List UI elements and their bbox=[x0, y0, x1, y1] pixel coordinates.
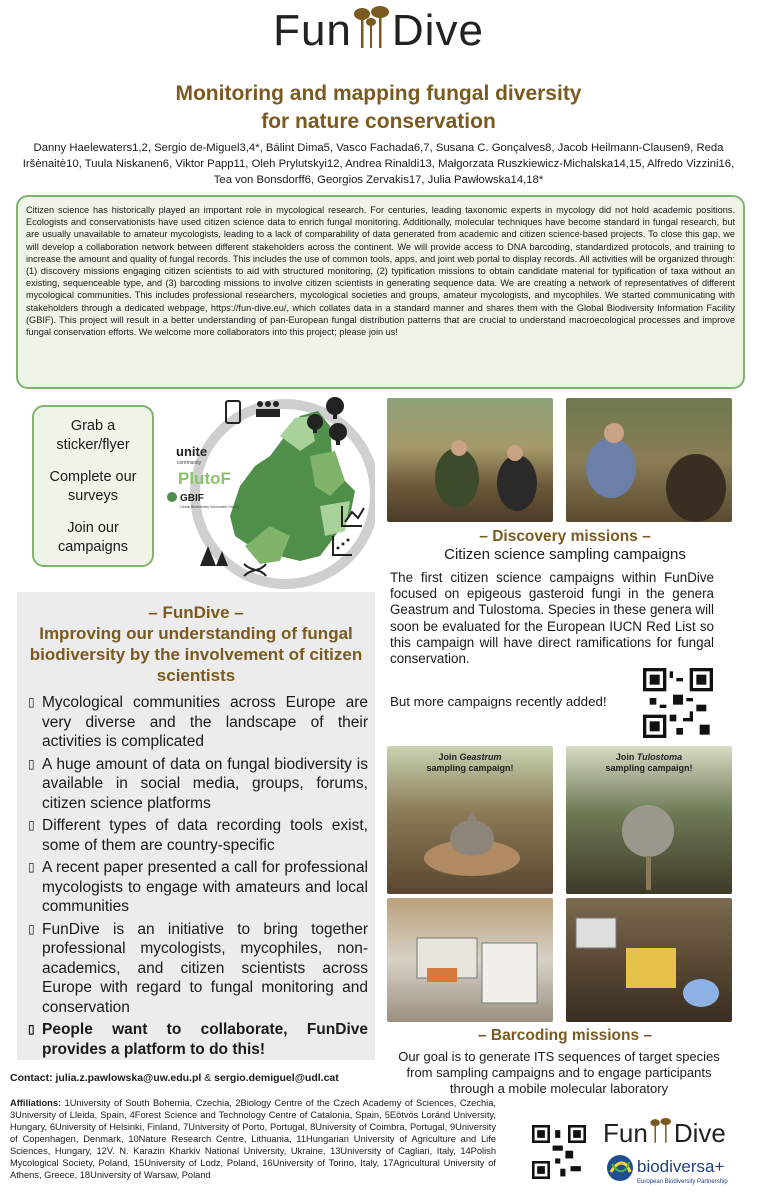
discovery-missions-subheading: Citizen science sampling campaigns bbox=[444, 546, 686, 563]
fundive-heading-1: – FunDive – bbox=[148, 603, 244, 622]
qr-code-campaigns[interactable] bbox=[643, 668, 713, 738]
contact-email-2[interactable]: sergio.demiguel@udl.cat bbox=[214, 1072, 339, 1084]
logo-text-right: Dive bbox=[391, 6, 484, 55]
photo-geastrum bbox=[387, 746, 553, 894]
cta-campaigns: Join our campaigns bbox=[57, 520, 129, 555]
bullet-box-icon: ▯ bbox=[28, 818, 35, 832]
logo-text-left: Fun bbox=[273, 6, 352, 55]
svg-text:unite: unite bbox=[176, 444, 208, 459]
mushroom-logo-icon bbox=[648, 1118, 674, 1144]
discovery-missions-text: The first citizen science campaigns within FunDive focused on epigeous gasteroid fungi in the genera Geastrum and Tulostoma. Species in these genera will soon be evaluated for the European IUCN Red List so this campaign will have direct ramifications for fungal conservation. bbox=[390, 570, 714, 667]
fundive-heading bbox=[17, 602, 375, 686]
svg-text:European Biodiversity Partners: European Biodiversity Partnership bbox=[637, 1179, 728, 1185]
affiliations: Affiliations: 1University of South Bohemia, Czechia, 2Biology Centre of the Czech Academy of Sciences, Czechia, 3University of Lleida, Spain, 4Forest Science and Technology Centre of Catalonia, Spain, 5Eötvös Loránd University, Hungary, 6University of Helsinki, Finland, 7University of Porto, Portugal, 8University of Coimbra, Portugal, 9University of Copenhagen, Denmark, 10Nature Research Centre, Lithuania, 11Hungarian University of Agriculture and Life Sciences, Hungary, 12V. N. Karazin Kharkiv National University, Ukraine, 13University of Cagliari, Italy, 14Polish Mycological Society, Poland, 15University of Lodz, Poland, 16University of Torino, Italy, 17Agricultural University of Athens, Greece, 18University of Warsaw, Poland bbox=[10, 1098, 496, 1180]
people-icon bbox=[256, 401, 280, 417]
biodiversa-logo bbox=[606, 1150, 746, 1190]
svg-text:Global Biodiversity Informatio: Global Biodiversity Information Facility bbox=[180, 505, 240, 509]
fundive-logo bbox=[0, 6, 757, 56]
bullet-box-icon: ▯ bbox=[28, 695, 35, 709]
list-item: ▯ A huge amount of data on fungal biodiversity is available in social media, groups, forums, citizen science platforms bbox=[28, 755, 368, 812]
contact-email-1[interactable]: julia.z.pawlowska@uw.edu.pl bbox=[55, 1072, 202, 1084]
geastrum-campaign-caption: Join Geastrum sampling campaign! bbox=[426, 752, 514, 773]
bullet-box-icon: ▯ bbox=[28, 756, 35, 771]
cta-surveys: Complete our surveys bbox=[49, 469, 137, 504]
bullet-box-icon: ▯ bbox=[28, 921, 35, 936]
title-line-2: for nature conservation bbox=[261, 110, 496, 133]
photo-lab-equipment-2 bbox=[566, 898, 732, 1022]
list-item: ▯ A recent paper presented a call for professional mycologists to engage with amateurs and local communities bbox=[28, 859, 368, 915]
photo-lab-equipment-1 bbox=[387, 898, 553, 1022]
barcoding-missions-text: Our goal is to generate ITS sequences of target species from sampling campaigns and to engage participants through a mobile molecular laboratory bbox=[398, 1049, 720, 1096]
author-list: Danny Haelewaters1,2, Sergio de-Miguel3,4*, Bálint Dima5, Vasco Fachada6,7, Susana C. Gonçalves8, Jacob Heilmann-Clausen9, Reda Iršėnaitė10, Tuula Niskanen6, Viktor Papp11, Oleh Prylutskyi12, Andrea Rinaldi13, Małgorzata Ruszkiewicz-Michalska14,15, Alfredo Vizzini16, Tea von Bonsdorff6, Georgios Zervakis17, Julia Pawłowska14,18* bbox=[22, 142, 735, 186]
title-line-1: Monitoring and mapping fungal diversity bbox=[175, 82, 582, 105]
abstract-box: Citizen science has historically played an important role in mycological research. For centuries, leading taxonomic experts in mycology did not hold academic positions. Ecologists and conservationists have used citizen science data to enrich fungal monitoring. Additionally, molecular techniques have become standard in fungal research, but are usually unavailable to amateur mycologists, leading to a lack of comparability of data generated from academic and citizen science-based projects. To close this gap, we will develop a collaboration network between different stakeholders across the continent. We will provide access to DNA barcoding, standardized protocols, and training to increase the amount and quality of fungal records. This includes the use of common tools, apps, and joint web portal to display records. All activities will be organized through: (1) discovery missions engaging citizen scientists to aid with structured monitoring, (2) typification missions to obtain candidate material for typification of taxa without an existing, sequenceable type, and (3) barcoding missions to involve citizen scientists in generating sequence data. We are creating a network of representatives of different mycological communities. This includes professional researchers, mycological societies and groups, amateur mycologists, and mycophiles. We started communicating with stakeholders through a dedicated webpage, https://fun-dive.eu/, which collates data in a standard manner and shares them with the Global Biodiversity Information Facility (GBIF). This project will result in a better understanding of pan-European fungal distribution patterns that are crucial to understand macroecological processes and improve fungal conservation efforts. We welcome more collaborators into this project; please join us! bbox=[16, 195, 745, 389]
discovery-missions-heading: – Discovery missions – bbox=[479, 528, 651, 545]
photo-tulostoma bbox=[566, 746, 732, 894]
barcoding-missions-heading: – Barcoding missions – bbox=[478, 1027, 652, 1044]
more-campaigns-text: But more campaigns recently added! bbox=[390, 694, 607, 709]
mushroom-logo-icon bbox=[352, 6, 392, 50]
cta-sticker: Grab a sticker/flyer bbox=[56, 418, 130, 453]
fundive-bullet-list bbox=[28, 693, 368, 1062]
svg-text:community: community bbox=[177, 460, 202, 466]
list-item: ▯ People want to collaborate, FunDive provides a platform to do this! bbox=[28, 1021, 368, 1058]
tulostoma-campaign-caption: Join Tulostoma sampling campaign! bbox=[605, 752, 693, 773]
list-item: ▯ Different types of data recording tools exist, some of them are country-specific bbox=[28, 817, 368, 854]
europe-map-graphic bbox=[160, 396, 375, 592]
contact-line: Contact: julia.z.pawlowska@uw.edu.pl & sergio.demiguel@udl.cat bbox=[10, 1072, 339, 1084]
bullet-box-icon: ▯ bbox=[28, 860, 35, 874]
call-to-action-box bbox=[32, 405, 154, 567]
qr-code-footer[interactable] bbox=[532, 1125, 586, 1179]
fundive-footer-logo: Fun Dive bbox=[603, 1118, 726, 1148]
list-item: ▯ Mycological communities across Europe are very diverse and the landscape of their activities is complicated bbox=[28, 694, 368, 750]
svg-text:GBIF: GBIF bbox=[180, 493, 204, 504]
bullet-box-icon: ▯ bbox=[28, 1022, 35, 1036]
fundive-heading-2: Improving our understanding of fungal biodiversity by the involvement of citizen scientists bbox=[29, 624, 363, 685]
svg-text:biodiversa+: biodiversa+ bbox=[637, 1157, 725, 1176]
list-item: ▯ FunDive is an initiative to bring together professional mycologists, mycophiles, non-academics, and citizen scientists across Europe with regard to fungal monitoring and conservation bbox=[28, 920, 368, 1016]
poster-title bbox=[60, 80, 697, 136]
plutof-logo: PlutoF bbox=[178, 469, 231, 488]
photo-field-sampling-2 bbox=[566, 398, 732, 522]
photo-field-sampling-1 bbox=[387, 398, 553, 522]
